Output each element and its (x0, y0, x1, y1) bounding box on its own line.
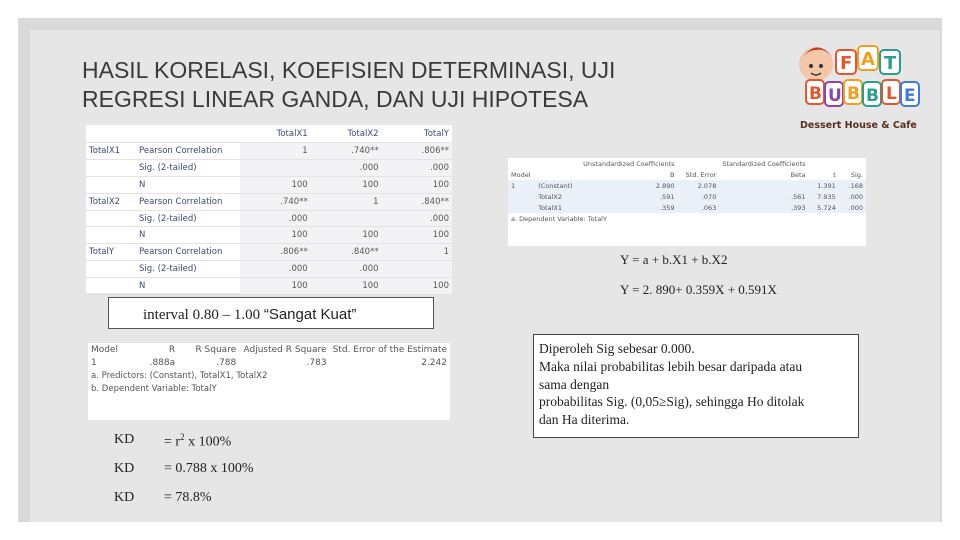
table-cell: .000 (240, 210, 311, 227)
kd-formula (164, 432, 231, 451)
table-header-row (508, 169, 866, 180)
table-cell: .783 (306, 357, 327, 368)
table-cell: .393 (791, 203, 806, 212)
table-cell: Standardized Coefficients (722, 159, 806, 168)
table-cell (86, 176, 136, 193)
table-cell: Sig. (850, 170, 863, 179)
svg-text:A: A (861, 49, 875, 70)
table-cell: TotalX1 (86, 143, 136, 160)
hypothesis-line-1: Diperoleh Sig sebesar 0.000. (539, 341, 695, 356)
table-cell (508, 158, 535, 169)
svg-text:L: L (886, 84, 897, 104)
table-cell: R (168, 344, 176, 355)
table-cell: Beta (790, 170, 806, 179)
table-cell: (Constant) (538, 181, 573, 190)
kd-label: KD (114, 461, 135, 476)
table-cell: TotalY (382, 125, 452, 143)
table-cell: 1 (240, 143, 311, 160)
table-cell (678, 158, 720, 169)
kd-label: KD (114, 490, 135, 505)
hypothesis-line-3: sama dengan (539, 376, 610, 392)
table-cell: Adjusted R Square (243, 344, 327, 355)
table-cell: Std. Error of the Estimate (332, 344, 447, 355)
regression-equation-general: Y = a + b.X1 + b.X2 (620, 252, 728, 267)
table-cell: .788 (216, 357, 237, 368)
table-cell: t (833, 170, 836, 179)
table-cell (86, 210, 136, 227)
table-cell: .000 (382, 210, 452, 227)
table-header-row (86, 125, 452, 143)
model-summary-table (88, 343, 450, 420)
svg-text:U: U (828, 86, 842, 106)
table-cell (508, 202, 535, 213)
table-row (86, 244, 452, 261)
table-cell: 1 (382, 244, 452, 261)
table-cell (86, 227, 136, 244)
table-cell: TotalY (86, 244, 136, 261)
table-cell: Pearson Correlation (136, 244, 240, 261)
svg-text:E: E (904, 86, 916, 106)
table-row (86, 210, 452, 227)
table-cell (86, 278, 136, 295)
table-cell: .359 (660, 203, 675, 212)
table-cell (240, 159, 311, 176)
table-cell (382, 261, 452, 278)
table-cell (719, 180, 808, 191)
table-row (86, 159, 452, 176)
hypothesis-line-2: Maka nilai probabilitas lebih besar daripada atau (539, 358, 803, 374)
table-cell: .070 (701, 192, 717, 201)
kd-formula-prefix: = r (164, 434, 181, 450)
table-cell: TotalX2 (86, 193, 136, 210)
slide-title (82, 56, 762, 114)
table-cell: .840** (311, 244, 382, 261)
table-cell: .840** (382, 193, 452, 210)
kd-label: KD (114, 432, 135, 447)
table-cell: 100 (240, 278, 311, 295)
table-cell (809, 158, 839, 169)
table-footnote (88, 369, 450, 382)
interval-prefix: interval 0.80 – 1.00 (143, 307, 264, 323)
hypothesis-line-5: dan Ha diterima. (539, 412, 630, 428)
table-row (508, 180, 866, 191)
table-cell: R Square (195, 344, 237, 355)
table-row (86, 227, 452, 244)
table-cell: 100 (382, 176, 452, 193)
table-footnote (508, 213, 866, 224)
table-cell: .000 (240, 261, 311, 278)
table-cell (508, 191, 535, 202)
table-cell (311, 210, 382, 227)
table-cell: 2.078 (697, 181, 717, 190)
table-cell: 100 (311, 176, 382, 193)
table-cell: N (136, 176, 240, 193)
table-cell: TotalX1 (538, 203, 562, 212)
table-cell: TotalX1 (240, 125, 311, 143)
table-cell: 1.391 (817, 181, 836, 190)
table-row (88, 356, 450, 369)
table-row (508, 191, 866, 202)
table-cell: N (136, 227, 240, 244)
regression-equation-estimated: Y = 2. 890+ 0.359X + 0.591X (620, 282, 777, 297)
table-cell: a. Predictors: (Constant), TotalX1, TotalX2 (91, 370, 268, 381)
table-cell: Std. Error (685, 170, 717, 179)
table-cell: .591 (660, 192, 675, 201)
table-cell: .740** (311, 143, 382, 160)
interval-box (108, 297, 434, 329)
table-cell: Model (511, 170, 531, 179)
table-cell: b. Dependent Variable: TotalY (91, 383, 217, 394)
table-row (86, 261, 452, 278)
table-cell (86, 159, 136, 176)
table-cell: .000 (848, 203, 863, 212)
table-cell: .000 (311, 261, 382, 278)
table-row (86, 193, 452, 210)
table-cell: TotalX2 (311, 125, 382, 143)
table-cell: .806** (382, 143, 452, 160)
title-line-2: REGRESI LINEAR GANDA, DAN UJI HIPOTESA (82, 86, 589, 112)
hypothesis-line-4: probabilitas Sig. (0,05≥Sig), sehingga Ho ditolak (539, 394, 805, 410)
table-cell (86, 125, 136, 143)
table-cell: B (670, 170, 675, 179)
table-cell: Pearson Correlation (136, 193, 240, 210)
table-cell: .000 (382, 159, 452, 176)
table-cell: 5.724 (817, 203, 836, 212)
svg-text:T: T (884, 53, 897, 74)
table-cell: Unstandardized Coefficients (583, 159, 675, 168)
svg-text:B: B (866, 86, 879, 106)
table-cell: .888a (149, 357, 176, 368)
table-footnote (88, 382, 450, 395)
table-cell (86, 261, 136, 278)
table-cell: 100 (311, 227, 382, 244)
interval-label: “Sangat Kuat” (263, 306, 357, 323)
kd-result: = 78.8% (164, 490, 212, 505)
table-cell (839, 158, 866, 169)
table-cell: .000 (311, 159, 382, 176)
table-cell: a. Dependent Variable: TotalY (511, 214, 607, 223)
correlations-table (86, 125, 452, 293)
table-cell: .063 (701, 203, 717, 212)
table-cell: 100 (240, 176, 311, 193)
kd-formula-suffix: x 100% (184, 434, 232, 450)
svg-text:B: B (809, 84, 822, 104)
table-cell: .561 (791, 192, 806, 201)
table-cell: .740** (240, 193, 311, 210)
interval-text (143, 306, 356, 324)
table-cell: Sig. (2-tailed) (136, 261, 240, 278)
table-cell: Sig. (2-tailed) (136, 210, 240, 227)
svg-text:B: B (847, 84, 860, 104)
table-cell: 100 (382, 227, 452, 244)
table-header-row (508, 158, 866, 169)
table-cell: 2.890 (655, 181, 675, 190)
table-cell: 1 (91, 357, 97, 368)
table-cell: N (136, 278, 240, 295)
table-cell: .806** (240, 244, 311, 261)
table-cell: 100 (240, 227, 311, 244)
table-cell: 1 (511, 181, 516, 190)
table-row (508, 202, 866, 213)
table-row (86, 143, 452, 160)
table-cell (535, 169, 580, 180)
table-header-row (88, 343, 450, 356)
table-cell: .000 (848, 192, 863, 201)
svg-text:F: F (840, 53, 853, 74)
table-cell: 2.242 (421, 357, 447, 368)
kd-substitution: = 0.788 x 100% (164, 461, 254, 476)
table-cell: 1 (311, 193, 382, 210)
table-cell (535, 158, 580, 169)
table-cell: 7.935 (817, 192, 836, 201)
title-line-1: HASIL KORELASI, KOEFISIEN DETERMINASI, UJI (82, 57, 616, 83)
hypothesis-box (533, 334, 859, 438)
table-cell: 100 (311, 278, 382, 295)
table-cell: Sig. (2-tailed) (136, 159, 240, 176)
table-row (86, 278, 452, 295)
kd-formula-exponent: 2 (180, 432, 185, 442)
logo-subtitle: Dessert House & Cafe (800, 120, 917, 131)
table-cell: .168 (848, 181, 863, 190)
table-cell: 100 (382, 278, 452, 295)
table-cell: TotalX2 (538, 192, 562, 201)
table-cell: Model (91, 344, 119, 355)
table-cell: Pearson Correlation (136, 143, 240, 160)
coefficients-table (508, 158, 866, 246)
table-cell (136, 125, 240, 143)
table-row (86, 176, 452, 193)
